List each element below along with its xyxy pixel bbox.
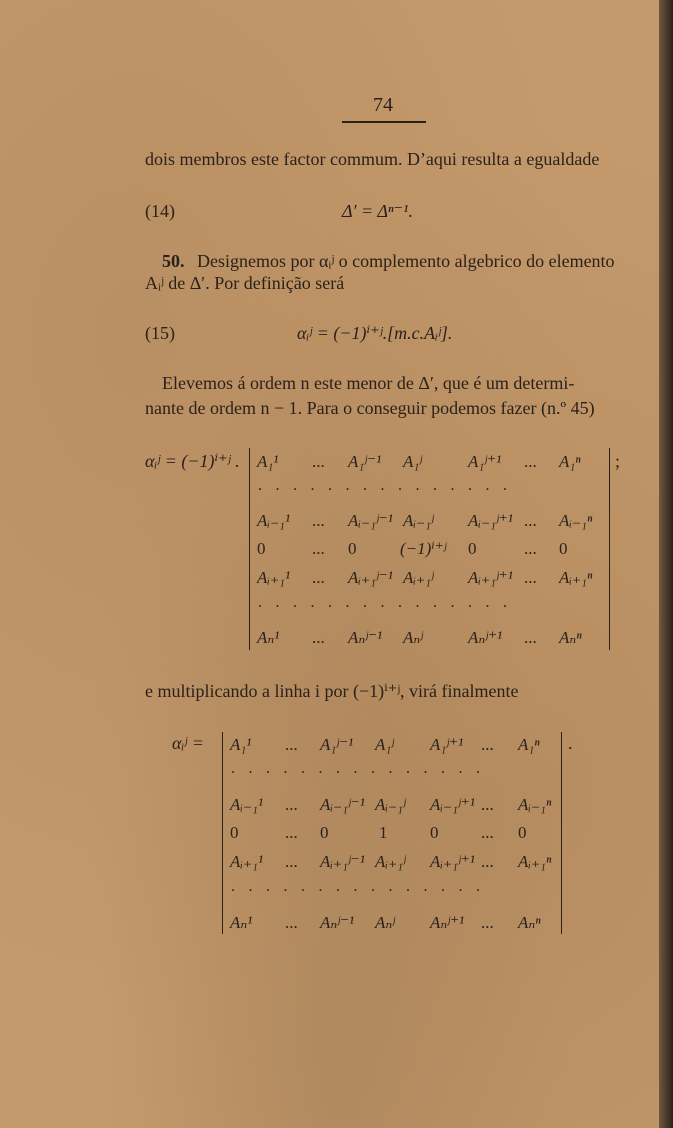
- matrix-cell: Aᵢ₋₁¹: [257, 511, 291, 530]
- dot-row: ...............: [258, 594, 521, 611]
- matrix-cell: ...: [312, 568, 325, 587]
- equation-label: (14): [145, 201, 175, 221]
- dot-row: ...............: [258, 477, 521, 494]
- determinant-left-bar: [222, 732, 223, 934]
- matrix-cell: A₁ⁿ: [518, 735, 540, 754]
- text-line: dois membros este factor commum. D’aqui resulta a egualdade: [145, 149, 600, 169]
- matrix-cell: Aₙʲ: [375, 913, 396, 932]
- matrix-cell: Aᵢ₊₁ʲ⁺¹: [468, 568, 513, 587]
- matrix-cell: A₁ʲ: [403, 452, 423, 471]
- matrix-cell: ...: [524, 628, 537, 647]
- matrix-cell: A₁¹: [230, 735, 252, 754]
- determinant-lhs: αᵢʲ =: [172, 733, 204, 753]
- text-line: Designemos por αᵢʲ o complemento algebrico do elemento: [197, 251, 615, 271]
- page-edge: [659, 0, 673, 1128]
- matrix-cell: ...: [481, 852, 494, 871]
- matrix-cell: ...: [312, 452, 325, 471]
- determinant-right-bar: [609, 448, 610, 650]
- matrix-cell: Aₙʲ: [403, 628, 424, 647]
- matrix-cell: Aᵢ₋₁ⁿ: [559, 511, 593, 530]
- matrix-cell: Aₙ¹: [257, 628, 280, 647]
- matrix-cell: Aᵢ₋₁¹: [230, 795, 264, 814]
- matrix-cell: ...: [481, 795, 494, 814]
- text-line: Elevemos á ordem n este menor de Δ′, que é um determi-: [162, 373, 575, 393]
- matrix-cell: ...: [312, 628, 325, 647]
- text-line: e multiplicando a linha i por (−1)ⁱ⁺ʲ, virá finalmente: [145, 681, 519, 701]
- matrix-cell: 1: [379, 823, 388, 842]
- matrix-cell: Aₙʲ⁻¹: [348, 628, 383, 647]
- matrix-cell: Aₙʲ⁻¹: [320, 913, 355, 932]
- matrix-cell: 0: [518, 823, 527, 842]
- equation-15: αᵢʲ = (−1)ⁱ⁺ʲ.[m.c.Aᵢʲ].: [297, 323, 453, 343]
- matrix-cell: Aᵢ₋₁ʲ⁻¹: [348, 511, 393, 530]
- matrix-cell: ...: [285, 913, 298, 932]
- determinant-lhs: αᵢʲ = (−1)ⁱ⁺ʲ .: [145, 451, 240, 471]
- matrix-cell: Aᵢ₊₁ʲ⁻¹: [348, 568, 393, 587]
- equation-label: (15): [145, 323, 175, 343]
- determinant-trail: .: [568, 733, 573, 753]
- matrix-cell: Aᵢ₊₁ⁿ: [518, 852, 552, 871]
- section-number: 50.: [162, 251, 185, 271]
- determinant-right-bar: [561, 732, 562, 934]
- matrix-cell: 0: [559, 539, 568, 558]
- matrix-cell: ...: [312, 539, 325, 558]
- matrix-cell: Aᵢ₊₁ʲ⁺¹: [430, 852, 475, 871]
- dot-row: ...............: [231, 760, 494, 777]
- text-line: nante de ordem n − 1. Para o conseguir podemos fazer (n.º 45): [145, 398, 595, 418]
- matrix-cell: Aᵢ₊₁¹: [257, 568, 291, 587]
- matrix-cell: ...: [524, 511, 537, 530]
- text-line: Aᵢʲ de Δ′. Por definição será: [145, 273, 345, 293]
- matrix-cell: ...: [524, 568, 537, 587]
- matrix-cell: A₁¹: [257, 452, 279, 471]
- matrix-cell: 0: [320, 823, 329, 842]
- matrix-cell: ...: [524, 452, 537, 471]
- matrix-cell: Aₙ¹: [230, 913, 253, 932]
- header-rule: [342, 121, 426, 123]
- matrix-cell: 0: [348, 539, 357, 558]
- determinant-trail: ;: [615, 451, 621, 471]
- matrix-cell: Aᵢ₋₁ʲ: [375, 795, 406, 814]
- matrix-cell: ...: [285, 795, 298, 814]
- matrix-cell: ...: [285, 852, 298, 871]
- matrix-cell: ...: [285, 823, 298, 842]
- equation-14: Δ′ = Δⁿ⁻¹.: [342, 201, 413, 221]
- matrix-cell: ...: [481, 913, 494, 932]
- matrix-cell: Aᵢ₋₁ʲ: [403, 511, 434, 530]
- matrix-cell: 0: [468, 539, 477, 558]
- matrix-cell: Aᵢ₊₁ʲ: [403, 568, 434, 587]
- page-number: 74: [373, 94, 393, 116]
- matrix-cell: Aᵢ₋₁ʲ⁺¹: [468, 511, 513, 530]
- matrix-cell: Aᵢ₋₁ʲ⁻¹: [320, 795, 365, 814]
- matrix-cell: ...: [312, 511, 325, 530]
- dot-row: ...............: [231, 878, 494, 895]
- matrix-cell: A₁ʲ: [375, 735, 395, 754]
- matrix-cell: ...: [524, 539, 537, 558]
- matrix-cell: Aₙʲ⁺¹: [430, 913, 465, 932]
- matrix-cell: Aᵢ₊₁ʲ⁻¹: [320, 852, 365, 871]
- matrix-cell: 0: [430, 823, 439, 842]
- matrix-cell: Aᵢ₊₁ʲ: [375, 852, 406, 871]
- matrix-cell: Aₙʲ⁺¹: [468, 628, 503, 647]
- matrix-cell: 0: [230, 823, 239, 842]
- matrix-cell: A₁ʲ⁻¹: [348, 452, 382, 471]
- determinant-left-bar: [249, 448, 250, 650]
- matrix-cell: Aᵢ₋₁ʲ⁺¹: [430, 795, 475, 814]
- matrix-cell: Aᵢ₊₁ⁿ: [559, 568, 593, 587]
- matrix-cell: ...: [481, 823, 494, 842]
- matrix-cell: ...: [481, 735, 494, 754]
- matrix-cell: (−1)ⁱ⁺ʲ: [400, 539, 447, 558]
- matrix-cell: A₁ⁿ: [559, 452, 581, 471]
- matrix-cell: Aᵢ₋₁ⁿ: [518, 795, 552, 814]
- matrix-cell: ...: [285, 735, 298, 754]
- matrix-cell: Aₙⁿ: [518, 913, 541, 932]
- matrix-cell: A₁ʲ⁻¹: [320, 735, 354, 754]
- matrix-cell: Aᵢ₊₁¹: [230, 852, 264, 871]
- matrix-cell: 0: [257, 539, 266, 558]
- matrix-cell: Aₙⁿ: [559, 628, 582, 647]
- matrix-cell: A₁ʲ⁺¹: [468, 452, 502, 471]
- matrix-cell: A₁ʲ⁺¹: [430, 735, 464, 754]
